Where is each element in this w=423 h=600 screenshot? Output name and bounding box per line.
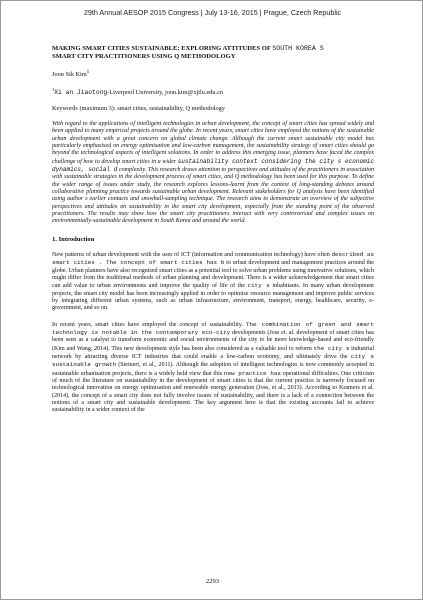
text-fragment: inhabitants. In many urban development projects, the smart city model has been increasingly applied in order to optimise resource management and improve public services by integrating different urban systems, such as urban infrastructure, environment, transport, energy, healthcare, security, e-government, and so on. [52,283,374,312]
mono-text-fragment: The combination of green and smart technology is notable in the contemporary eco-city [52,320,374,336]
mono-text-fragment: city s [247,282,270,290]
affiliation-text: -Liverpool University, joon.kim@xjtlu.edu.cn [107,89,224,96]
intro-paragraph-2 [52,321,374,415]
mono-text-fragment: described as smart cities . The concept of smart cities has b [52,250,375,267]
text-fragment: industrial network by attracting diverse ICT industries that could enable a low-carbon economy, and ultimately drive the [52,345,374,360]
author-affiliation [52,87,374,96]
author-superscript: 1 [86,68,90,75]
text-fragment: New patterns of urban development with the uses of ICT (information and communication technology) have often [52,251,332,258]
section-heading-introduction: 1. Introduction [52,235,95,243]
abstract [52,121,374,226]
text-fragment: to urban development and management practices around the globe. Urban planners have also recognised smart cities as a potential tool to solve urban problems using innovative solutions, which might differ from the traditional methods of urban planning and development. There is a wider acknowledgement that smart cities can add value to urban environments and improve the quality of life of the [52,260,374,290]
text-fragment: With regard to the applications of intelligent technologies in urban development, the concept of smart cities has spread widely and been applied to many empirical projects around the globe. In recent years, smart cities have employed the notions of the sustainable urban development with a great concern on global climate change. Although the current smart sustainable city model has particularly emphasised on energy optimisation and low-carbon management, the sustainability strategy of smart cities should go beyond the technological aspects of intelligent solutions. In order to address this emerging issue, planners have faced the complex challenge of how to develop smart cities in a wider [52,121,374,165]
congress-header: 29th Annual AESOP 2015 Congress | July 13-16, 2015 | Prague, Czech Republic [83,8,342,17]
mono-text-fragment: the city s [313,344,350,352]
affiliation-mono: Xi an Jiaotong [54,89,108,96]
page-number: 2293 [205,578,220,585]
mono-text-fragment: sustainability context considering the city s economic dynamics, social d [52,157,375,174]
text-fragment: (Steinert, et al., 2011). Although the adoption of intelligent technologies is now commonly accepted in sustainable urbanisation projects, there is a widely held view that this [52,362,374,377]
mono-text-fragment: new practice has [223,369,281,377]
intro-paragraph-1 [52,251,374,313]
text-fragment: operational difficulties. One criticism of much of the literature on sustainability in the development of smart cities is that the current practice is narrowly focused on technological innovation on energy optimisation and renewable energy generation (Joss, et al., 2013). According to Kramers et al. (2014), the concept of a smart city does not fully involve issues of sustainability, and there is a lack of a connection between the notions of a smart city and sustainable development. The key argument here is that the existing accounts fail to achieve sustainability in a wider context of the [52,370,375,414]
keywords: Keywords (maximum 3): smart cities, sustainability, Q methodology [52,105,225,112]
page-content [52,45,374,415]
title-main: MAKING SMART CITIES SUSTAINABLE: EXPLORING ATTITUDES OF [52,45,271,52]
title-line2: SMART CITY PRACTITIONERS USING Q METHODOLOGY [52,53,236,61]
paper-title [52,45,374,62]
title-mono-fragment: SOUTH KOREA S [272,45,324,52]
mono-text-fragment: city s sustainable growth [52,352,374,369]
text-fragment: In recent years, smart cities have employed the concept of sustainability. [52,321,246,328]
text-fragment: complexity. This research draws attention to perspectives and attitudes of the practitioners in association with sustainable strategies in the development process of smart cities, and Q methodology has been used for this purpose. To define the wider range of issues under study, the research explores lessons-learnt from the context of long-standing debates around collaborative planning practice towards sustainable urban development. Relevant stakeholders for Q analysis have been identified using author s earlier contacts and snowball-sampling technique. The research aims to demonstrate an overview of the subjective perspectives and attitudes on sustainability in the smart city development, especially from the standing point of the observed practitioners. The results may show how the smart city practitioners interact with very controversial and complex issues on environmentally-sustainable development in South Korea and around the world. [52,167,374,225]
author-name [52,69,374,78]
text-fragment: developments (Joss et. al. development of smart cities has been seen as a catalyst to transform economic and social environments of the city to be more knowledge-based and eco-friendly (Kim and Wang, 2014). This new development style has been also considered as a valuable tool to reform [52,329,374,352]
author-name-text: Joon Sik Kim [52,70,87,78]
affiliation-superscript: 1 [52,86,55,92]
